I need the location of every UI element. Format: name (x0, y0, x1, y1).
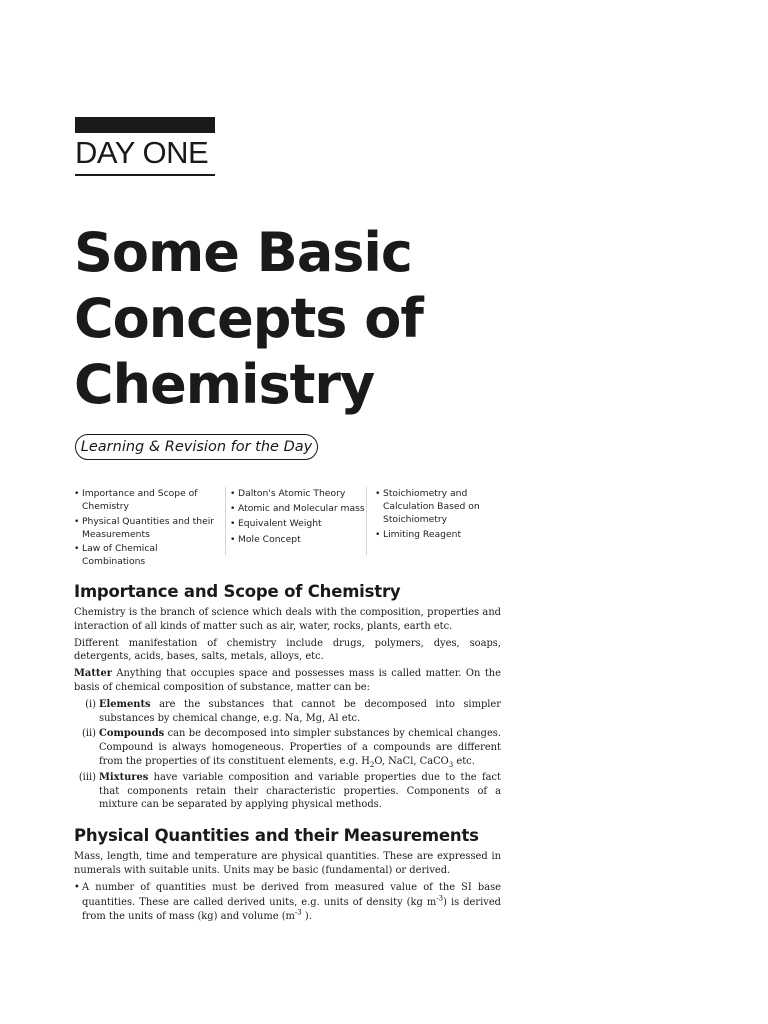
topic-item: • Mole Concept (230, 533, 370, 546)
definition: have variable composition and variable properties due to the fact that components retain their characteristic properties. Components of a mixture can be separated by applying physical methods. (99, 771, 501, 811)
list-number: (i) (85, 698, 96, 710)
definition: etc. (453, 755, 475, 767)
bullet-item (74, 881, 501, 925)
topic-item: • Stoichiometry and Calculation Based on Stoichiometry (375, 487, 505, 526)
day-label: DAY ONE (75, 135, 209, 170)
bullet-text: ) is derived from the units of mass (kg) and volume (m (82, 896, 501, 923)
column-divider (225, 487, 226, 555)
list-item (74, 771, 501, 812)
paragraph: Mass, length, time and temperature are physical quantities. These are expressed in numerals with suitable units. Units may be basic (fundamental) or derived. (74, 851, 501, 876)
term: Elements (99, 698, 151, 710)
column-divider (366, 487, 367, 555)
day-header-bar (75, 117, 215, 133)
superscript: -3 (294, 909, 302, 918)
term: Compounds (99, 728, 165, 740)
topic-item: • Law of Chemical Combinations (74, 542, 219, 568)
chapter-title-line: Chemistry (74, 353, 375, 416)
paragraph: Different manifestation of chemistry include drugs, polymers, dyes, soaps, detergents, acids, bases, salts, metals, alloys, etc. (74, 637, 501, 663)
list-item (74, 727, 501, 768)
bullet-text: ). (301, 911, 312, 923)
chapter-title (74, 220, 494, 418)
topic-item: • Limiting Reagent (375, 528, 505, 541)
topic-item: • Equivalent Weight (230, 517, 370, 530)
matter-types-list (74, 698, 501, 812)
term-matter: Matter (74, 668, 112, 680)
section-heading: Physical Quantities and their Measurements (74, 826, 479, 846)
definition: can be decomposed into simpler substances by chemical changes. Compound is always homogeneous. Properties of a compounds are different from the properties of its constituent elements, e.g. H (99, 728, 501, 767)
topic-item: • Dalton's Atomic Theory (230, 487, 370, 500)
subscript: 2 (369, 760, 375, 769)
main-content (74, 580, 501, 925)
term: Mixtures (99, 771, 149, 783)
day-header-rule (75, 174, 215, 176)
chapter-title-line: Some Basic (74, 221, 412, 284)
topic-column-1 (74, 487, 219, 570)
definition: are the substances that cannot be decomposed into simpler substances by chemical change, e.g. Na, Mg, Al etc. (99, 698, 501, 724)
matter-definition: Anything that occupies space and possesses mass is called matter. On the basis of chemical composition of substance, matter can be: (74, 668, 501, 693)
list-number: (ii) (81, 728, 96, 740)
bullet-list (74, 881, 501, 925)
paragraph (74, 667, 501, 695)
subscript: 3 (448, 760, 454, 769)
topic-item: • Physical Quantities and their Measurements (74, 515, 219, 541)
definition: O, NaCl, CaCO (374, 755, 449, 767)
superscript: -3 (436, 894, 444, 903)
section-heading: Importance and Scope of Chemistry (74, 582, 401, 601)
topic-item: • Importance and Scope of Chemistry (74, 487, 219, 513)
learning-revision-label: Learning & Revision for the Day (75, 434, 318, 460)
paragraph: Chemistry is the branch of science which deals with the composition, properties and interaction of all kinds of matter such as air, water, rocks, plants, earth etc. (74, 607, 501, 632)
chapter-title-line: Concepts of (74, 287, 423, 350)
topic-column-3 (371, 487, 505, 542)
topic-column-2 (230, 487, 370, 548)
list-item (74, 698, 501, 726)
bullet-text: A number of quantities must be derived from measured value of the SI base quantities. These are called derived units, e.g. units of density (kg m (82, 881, 501, 908)
topic-item: • Atomic and Molecular mass (230, 502, 370, 515)
list-number: (iii) (78, 771, 96, 783)
